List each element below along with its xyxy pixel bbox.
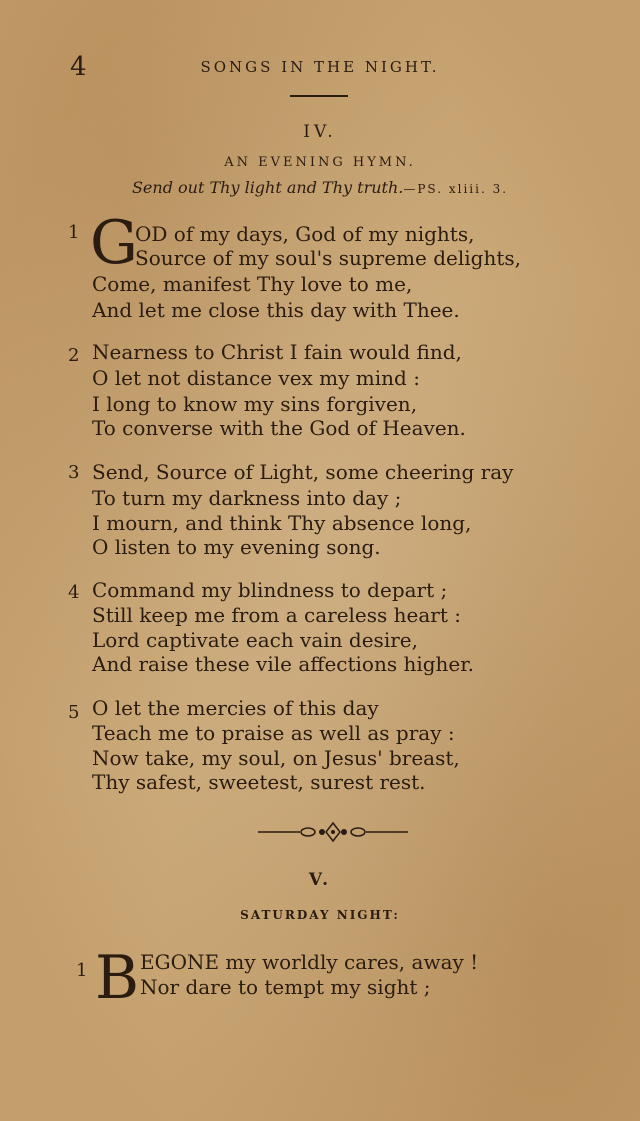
hymn-title: AN EVENING HYMN. <box>224 155 416 170</box>
drop-cap: G <box>90 208 138 278</box>
page-number: 4 <box>70 52 87 82</box>
verse-line: O listen to my evening song. <box>92 535 381 559</box>
hymn-title: SATURDAY NIGHT: <box>240 908 400 922</box>
verse-number: 4 <box>68 582 80 603</box>
verse-line: Teach me to praise as well as pray : <box>92 721 455 745</box>
epigraph-text: Send out Thy light and Thy truth. <box>131 178 404 197</box>
verse-line: Send, Source of Light, some cheering ray <box>92 460 514 484</box>
verse-line: OD of my days, God of my nights, <box>135 222 475 246</box>
verse-line: EGONE my worldly cares, away ! <box>140 950 479 974</box>
verse-line: Command my blindness to depart ; <box>92 578 448 602</box>
verse-line: Still keep me from a careless heart : <box>92 603 461 627</box>
running-title: SONGS IN THE NIGHT. <box>200 58 440 76</box>
epigraph-reference: —PS. xliii. 3. <box>403 182 509 196</box>
verse-line: Nearness to Christ I fain would find, <box>92 340 462 364</box>
verse-line: O let the mercies of this day <box>92 696 379 720</box>
verse-line: And raise these vile affections higher. <box>92 652 474 676</box>
verse-line: I mourn, and think Thy absence long, <box>92 511 472 535</box>
verse-line: Now take, my soul, on Jesus' breast, <box>92 746 460 770</box>
verse-number: 1 <box>76 960 88 981</box>
verse-line: I long to know my sins forgiven, <box>92 392 418 416</box>
verse-number: 1 <box>68 222 80 243</box>
hymn-number: IV. <box>303 122 337 142</box>
verse-line: Lord captivate each vain desire, <box>92 628 418 652</box>
verse-number: 2 <box>68 345 80 366</box>
verse-line: Thy safest, sweetest, surest rest. <box>92 770 426 794</box>
verse-line: To turn my darkness into day ; <box>92 486 402 510</box>
verse-line: Nor dare to tempt my sight ; <box>140 975 431 999</box>
header-rule <box>290 95 348 97</box>
verse-line: To converse with the God of Heaven. <box>92 416 466 440</box>
verse-line: And let me close this day with Thee. <box>92 298 460 322</box>
hymn-number: V. <box>308 870 332 890</box>
verse-number: 3 <box>68 462 80 483</box>
verse-number: 5 <box>68 702 80 723</box>
verse-line: O let not distance vex my mind : <box>92 366 420 390</box>
drop-cap: B <box>95 943 140 1013</box>
verse-line: Source of my soul's supreme delights, <box>135 246 521 270</box>
verse-line: Come, manifest Thy love to me, <box>92 272 413 296</box>
ornamental-divider <box>258 820 408 844</box>
epigraph <box>0 178 640 197</box>
